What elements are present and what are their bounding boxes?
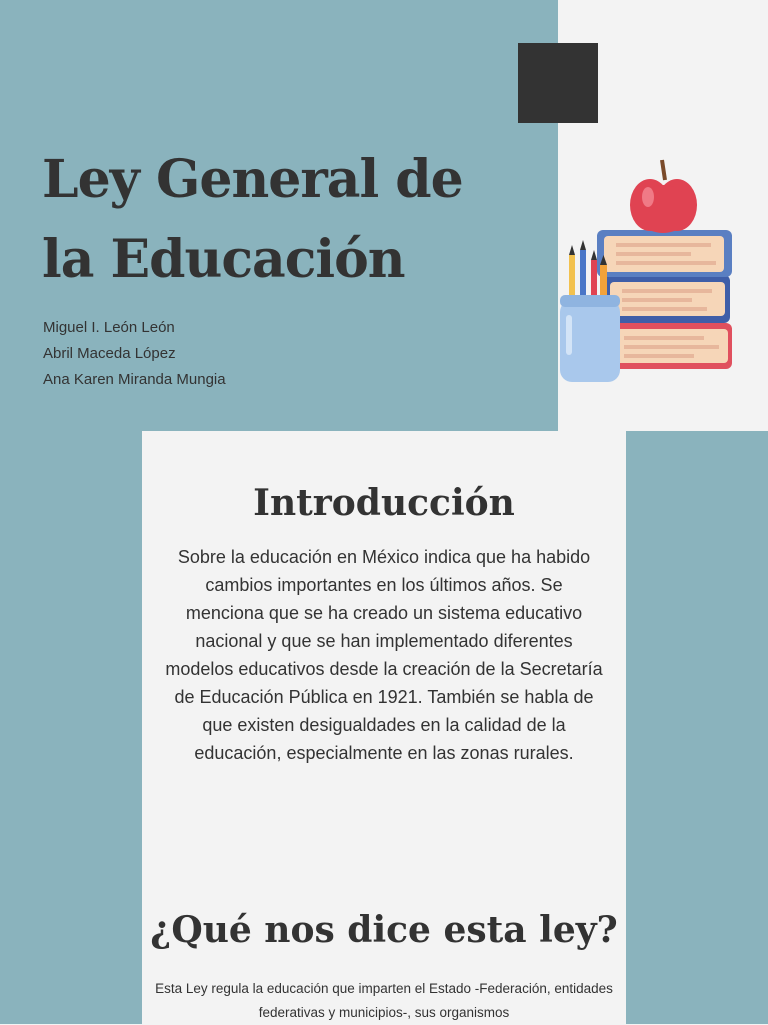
document-title: Ley General de la Educación: [42, 149, 463, 290]
author-name: Abril Maceda López: [43, 345, 176, 362]
section-heading-law: ¿Qué nos dice esta ley?: [150, 909, 618, 951]
content-card: [142, 431, 626, 1024]
apple-icon: [630, 160, 697, 233]
school-supplies-illustration: [552, 155, 737, 390]
section-heading-intro: Introducción: [253, 482, 515, 524]
author-name: Miguel I. León León: [43, 319, 175, 336]
law-paragraph: Esta Ley regula la educación que imparten el Estado -Federación, entidades federativas y municipios-, sus organismos: [155, 981, 613, 1020]
decorative-square: [518, 43, 598, 123]
author-list: [43, 315, 226, 393]
author-name: Ana Karen Miranda Mungia: [43, 371, 226, 388]
intro-paragraph: Sobre la educación en México indica que ha habido cambios importantes en los últimos años. Se menciona que se ha creado un sistema educativo nacional y que se han implementado diferentes modelos educativos desde la creación de la Secretaría de Educación Pública en 1921. También se habla de que existen desigualdades en la calidad de la educación, especialmente en las zonas rurales.: [165, 547, 603, 763]
